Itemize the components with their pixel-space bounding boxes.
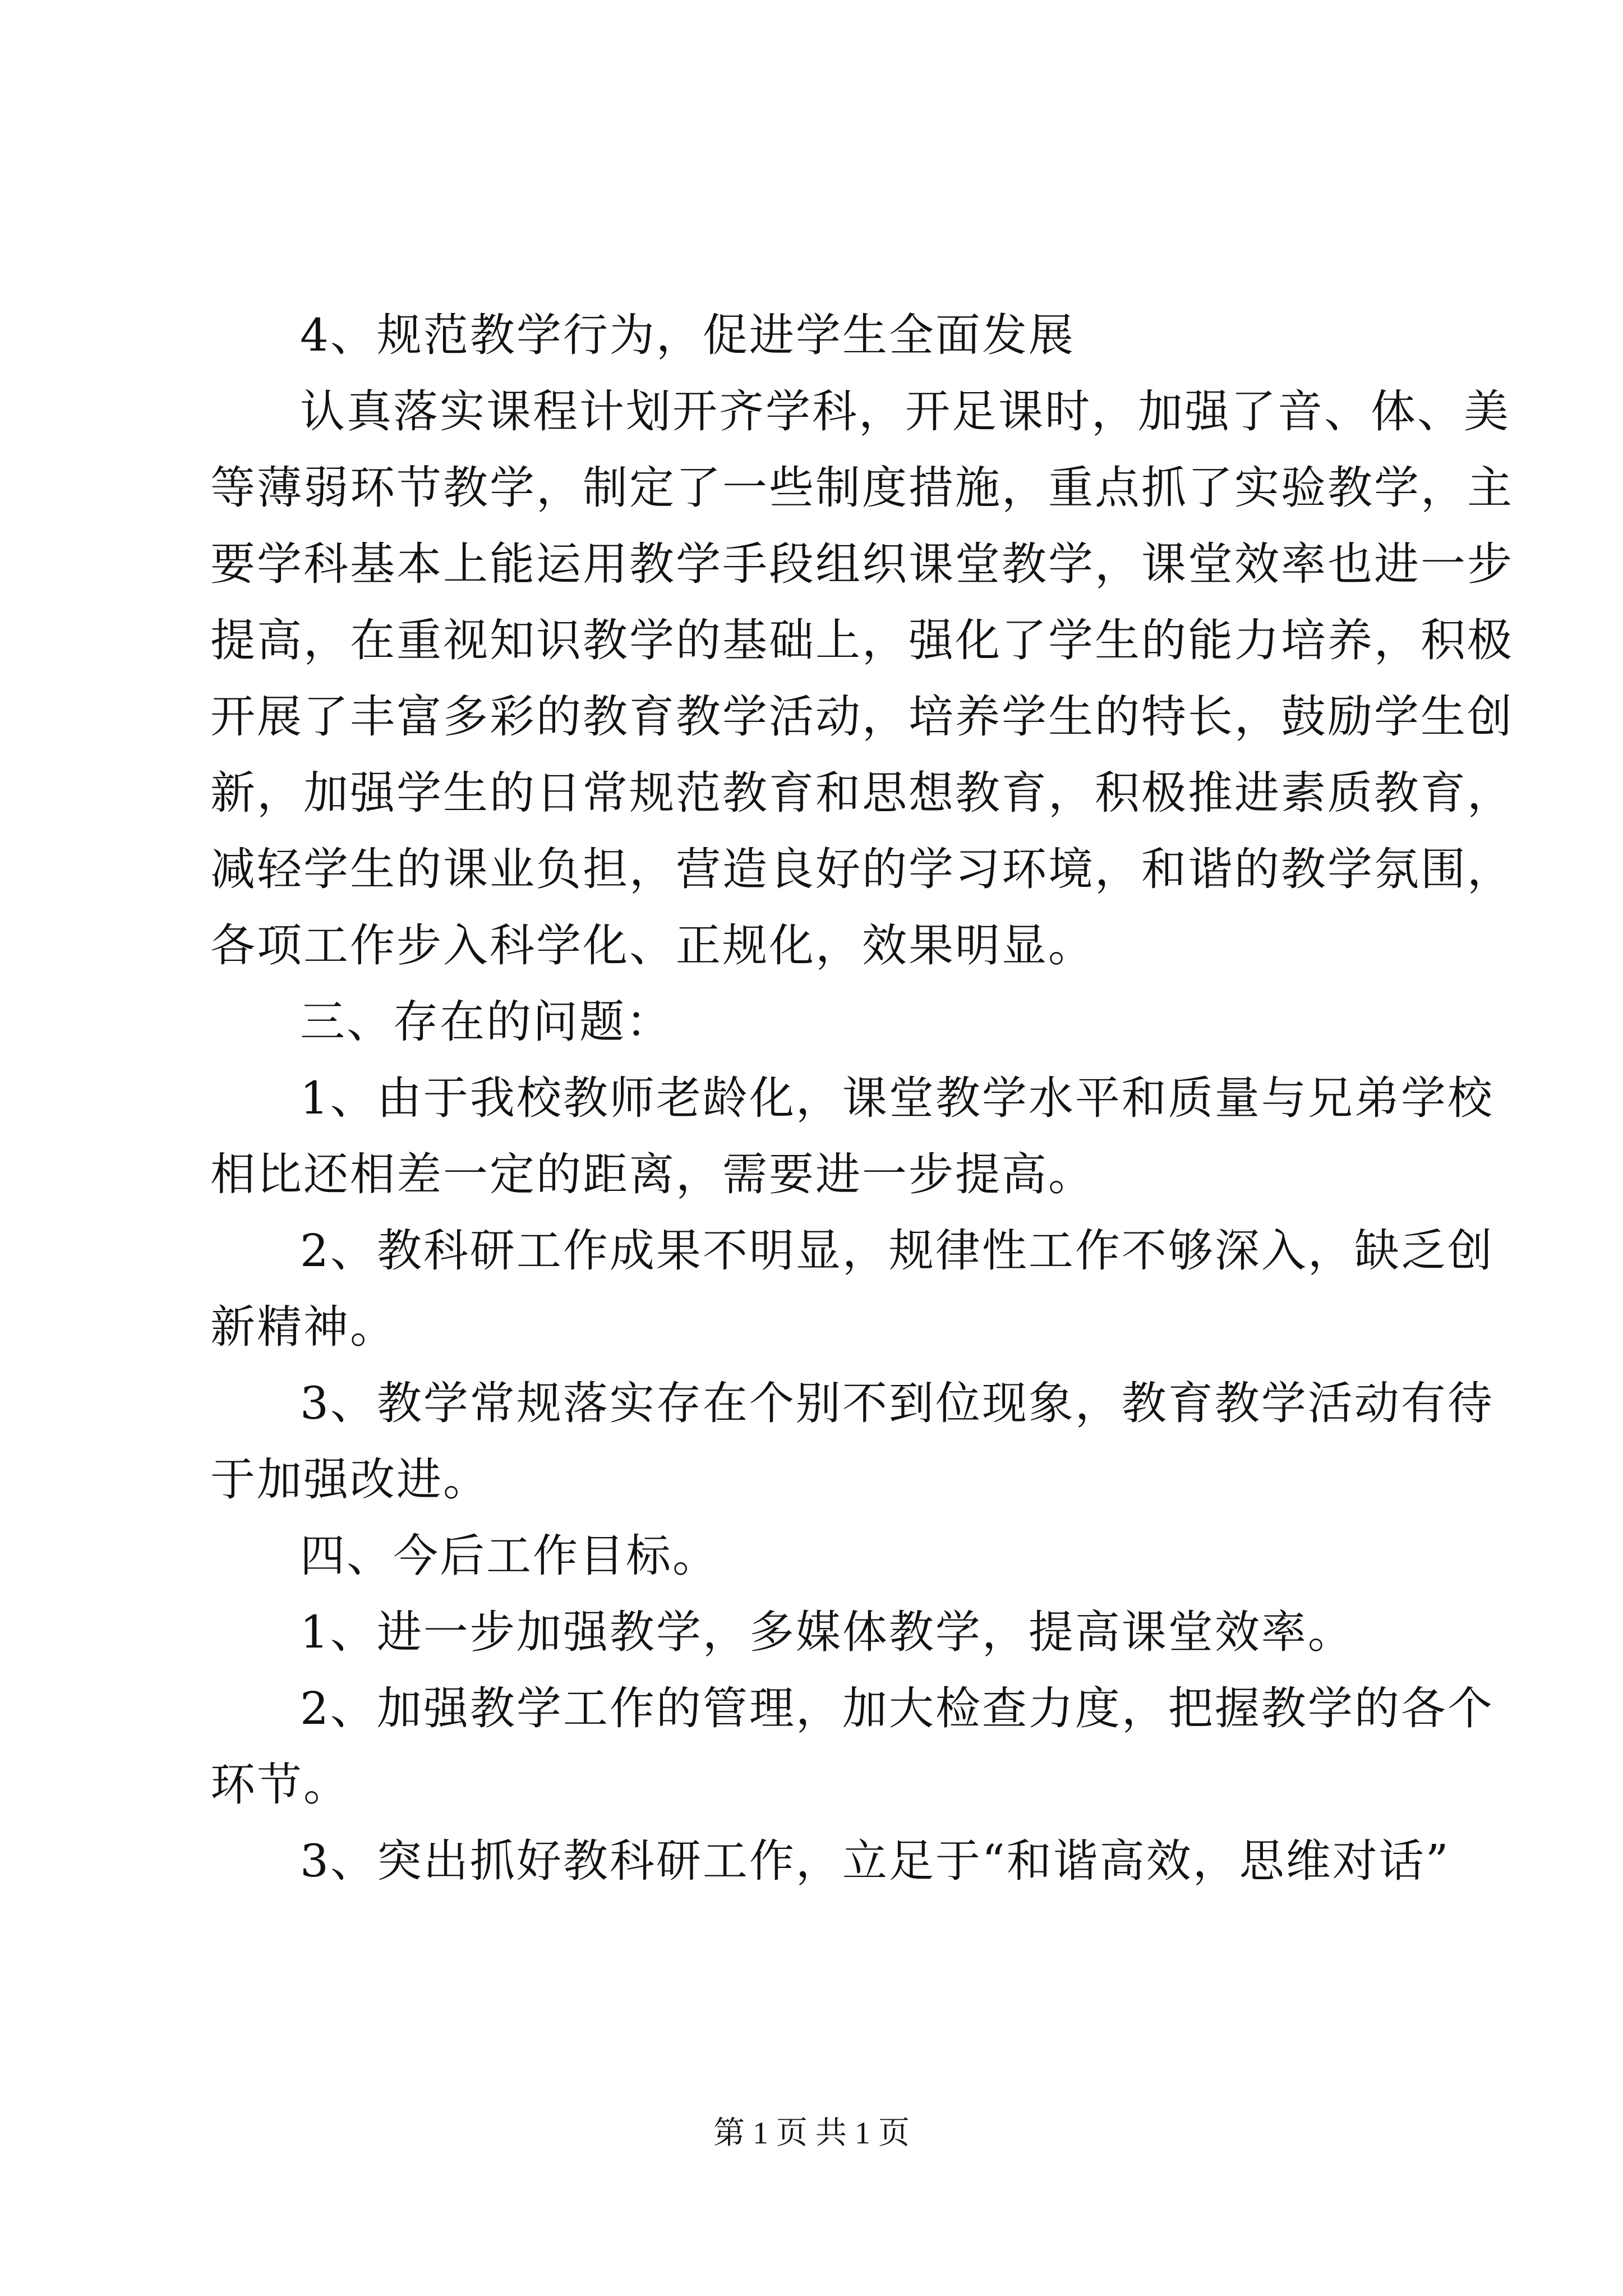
paragraph-line: 于加强改进。 xyxy=(210,1453,490,1506)
paragraph-line: 2、加强教学工作的管理，加大检查力度，把握教学的各个 xyxy=(300,1682,1494,1734)
paragraph-line: 提高，在重视知识教学的基础上，强化了学生的能力培养，积极 xyxy=(210,614,1514,666)
paragraph-line: 相比还相差一定的距离，需要进一步提高。 xyxy=(210,1148,1095,1200)
paragraph-line: 环节。 xyxy=(210,1759,350,1811)
paragraph-line: 3、突出抓好教科研工作，立足于“和谐高效，思维对话” xyxy=(300,1835,1450,1887)
paragraph-line: 新，加强学生的日常规范教育和思想教育，积极推进素质教育， xyxy=(210,767,1514,819)
paragraph-line: 1、由于我校教师老龄化，课堂教学水平和质量与兄弟学校 xyxy=(300,1072,1494,1124)
paragraph-line: 认真落实课程计划开齐学科，开足课时，加强了音、体、美 xyxy=(300,385,1510,438)
paragraph-line: 3、教学常规落实存在个别不到位现象，教育教学活动有待 xyxy=(300,1377,1494,1429)
paragraph-line: 要学科基本上能运用教学手段组织课堂教学，课堂效率也进一步 xyxy=(210,538,1514,590)
paragraph-line: 各项工作步入科学化、正规化，效果明显。 xyxy=(210,919,1095,972)
paragraph-line: 等薄弱环节教学，制定了一些制度措施，重点抓了实验教学，主 xyxy=(210,462,1514,514)
paragraph-line: 1、进一步加强教学，多媒体教学，提高课堂效率。 xyxy=(300,1606,1354,1658)
paragraph-line: 减轻学生的课业负担，营造良好的学习环境，和谐的教学氛围， xyxy=(210,843,1514,895)
paragraph-line: 2、教科研工作成果不明显，规律性工作不够深入，缺乏创 xyxy=(300,1225,1494,1277)
paragraph-line: 新精神。 xyxy=(210,1301,396,1353)
section-heading-4: 4、规范教学行为，促进学生全面发展 xyxy=(300,309,1075,361)
section-heading-goals: 四、今后工作目标。 xyxy=(300,1530,719,1582)
paragraph-line: 开展了丰富多彩的教育教学活动，培养学生的特长，鼓励学生创 xyxy=(210,691,1514,743)
document-body xyxy=(210,297,1514,1899)
page-number-footer: 第 1 页 共 1 页 xyxy=(713,2116,910,2151)
section-heading-problems: 三、存在的问题： xyxy=(300,996,672,1048)
